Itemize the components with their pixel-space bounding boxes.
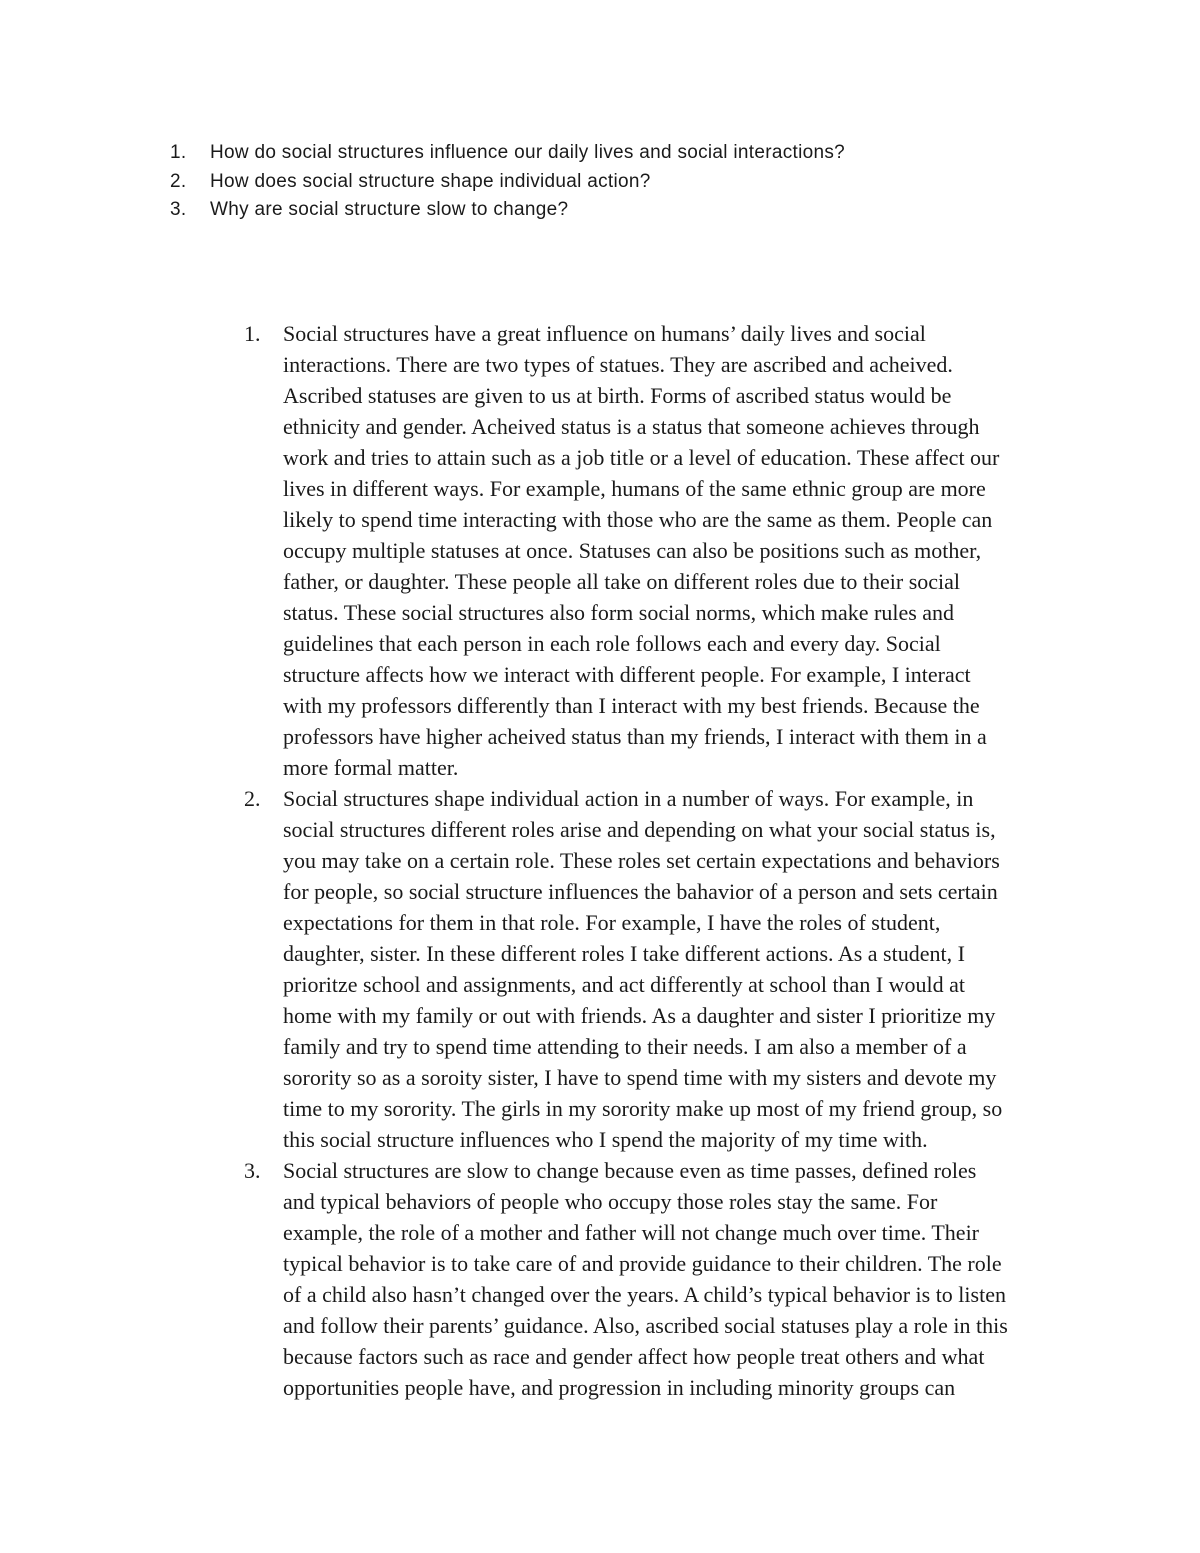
answer-list bbox=[244, 318, 1074, 1403]
answer-line: work and tries to attain such as a job title or a level of education. These affect our bbox=[283, 445, 1000, 470]
question-text: How do social structures influence our daily lives and social interactions? bbox=[210, 142, 846, 163]
question-item bbox=[170, 196, 1070, 225]
question-item bbox=[170, 168, 1070, 197]
question-number: 3. bbox=[170, 199, 187, 220]
answer-line: Social structures have a great influence on humans’ daily lives and social bbox=[283, 321, 926, 346]
answer-line: family and try to spend time attending to their needs. I am also a member of a bbox=[283, 1034, 967, 1059]
answer-line: for people, so social structure influences the bahavior of a person and sets certain bbox=[283, 879, 998, 904]
answer-line: Social structures are slow to change because even as time passes, defined roles bbox=[283, 1158, 977, 1183]
answer-line: more formal matter. bbox=[283, 755, 459, 780]
answer-line: and follow their parents’ guidance. Also, ascribed social statuses play a role in this bbox=[283, 1313, 1008, 1338]
answer-line: Social structures shape individual action in a number of ways. For example, in bbox=[283, 786, 974, 811]
answer-line: example, the role of a mother and father will not change much over time. Their bbox=[283, 1220, 980, 1245]
answer-line: sorority so as a soroity sister, I have to spend time with my sisters and devote my bbox=[283, 1065, 997, 1090]
answer-item bbox=[244, 1155, 1074, 1403]
answer-item bbox=[244, 783, 1074, 1155]
answer-line: lives in different ways. For example, humans of the same ethnic group are more bbox=[283, 476, 986, 501]
question-text: How does social structure shape individual action? bbox=[210, 170, 651, 192]
answer-line: Ascribed statuses are given to us at birth. Forms of ascribed status would be bbox=[283, 383, 952, 408]
question-item bbox=[170, 139, 1070, 168]
answer-line: home with my family or out with friends. As a daughter and sister I prioritize my bbox=[283, 1003, 996, 1028]
answer-line: occupy multiple statuses at once. Statuses can also be positions such as mother, bbox=[283, 538, 982, 563]
question-number: 1. bbox=[170, 142, 187, 163]
question-text: Why are social structure slow to change? bbox=[210, 199, 569, 220]
answer-line: professors have higher acheived status than my friends, I interact with them in a bbox=[283, 724, 987, 749]
answer-line: typical behavior is to take care of and provide guidance to their children. The role bbox=[283, 1251, 1002, 1276]
answer-paragraph bbox=[283, 318, 1074, 783]
answer-paragraph bbox=[283, 1155, 1074, 1403]
answer-line: expectations for them in that role. For example, I have the roles of student, bbox=[283, 910, 941, 935]
answer-line: daughter, sister. In these different roles I take different actions. As a student, I bbox=[283, 941, 965, 966]
answer-line: prioritze school and assignments, and act differently at school than I would at bbox=[283, 972, 966, 997]
answer-line: and typical behaviors of people who occupy those roles stay the same. For bbox=[283, 1189, 938, 1214]
answer-number: 1. bbox=[244, 321, 261, 346]
answer-line: social structures different roles arise and depending on what your social status is, bbox=[283, 817, 996, 842]
answer-line: structure affects how we interact with different people. For example, I interact bbox=[283, 662, 971, 687]
answer-line: father, or daughter. These people all take on different roles due to their social bbox=[283, 569, 961, 594]
answer-line: of a child also hasn’t changed over the years. A child’s typical behavior is to listen bbox=[283, 1282, 1006, 1307]
answer-line: with my professors differently than I interact with my best friends. Because the bbox=[283, 693, 980, 718]
answer-number: 2. bbox=[244, 786, 261, 811]
answer-line: opportunities people have, and progression in including minority groups can bbox=[283, 1375, 956, 1400]
answer-line: interactions. There are two types of statues. They are ascribed and acheived. bbox=[283, 352, 953, 377]
answer-paragraph bbox=[283, 783, 1074, 1155]
question-list bbox=[170, 139, 1070, 225]
answer-number: 3. bbox=[244, 1158, 261, 1183]
answer-line: you may take on a certain role. These roles set certain expectations and behaviors bbox=[283, 848, 1000, 873]
answer-line: because factors such as race and gender affect how people treat others and what bbox=[283, 1344, 985, 1369]
answer-line: guidelines that each person in each role follows each and every day. Social bbox=[283, 631, 941, 656]
answer-line: ethnicity and gender. Acheived status is a status that someone achieves through bbox=[283, 414, 980, 439]
answer-line: time to my sorority. The girls in my sorority make up most of my friend group, so bbox=[283, 1096, 1003, 1121]
answer-line: this social structure influences who I spend the majority of my time with. bbox=[283, 1127, 928, 1152]
question-number: 2. bbox=[170, 170, 187, 192]
answer-line: likely to spend time interacting with those who are the same as them. People can bbox=[283, 507, 993, 532]
answer-line: status. These social structures also form social norms, which make rules and bbox=[283, 600, 955, 625]
answer-item bbox=[244, 318, 1074, 783]
